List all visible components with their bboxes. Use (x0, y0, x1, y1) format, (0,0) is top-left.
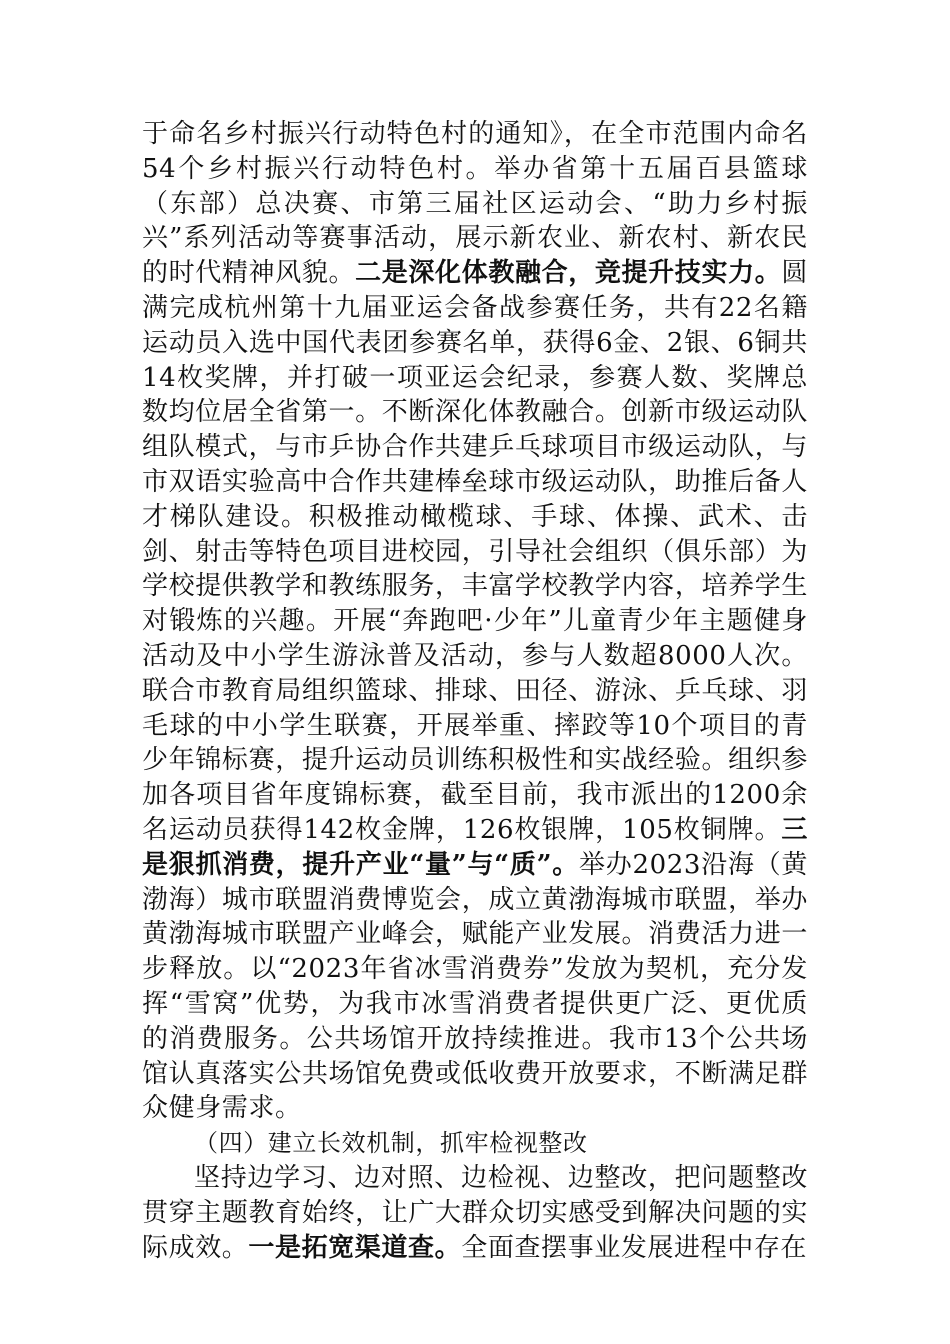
paragraph-text: 于命名乡村振兴行动特色村的通知》，在全市范围内命名54个乡村振兴行动特色村。举办省第十五届百县篮球（东部）总决赛、市第三届社区运动会、“助力乡村振兴”系列活动等赛事活动，展示新农业、新农村、新农民的时代精神风貌。 (142, 119, 808, 289)
bold-subheading: 一是拓宽渠道查。 (248, 1232, 462, 1263)
paragraph-text: 坚持边学习、边对照、边检视、边整改，把问题整改贯穿主题教育始终，让广大群众切实感受到解决问题的实际成效。 (142, 1162, 808, 1263)
body-paragraph (142, 117, 808, 1126)
bold-subheading: 三是狠抓消费，提升产业“量”与“质”。 (142, 814, 808, 880)
paragraph-text: 全面查摆事业发展进程中存在 (461, 1232, 808, 1263)
bold-subheading: 二是深化体教融合，竞提升技实力。 (355, 258, 782, 289)
body-paragraph (142, 1161, 808, 1265)
section-heading: （四）建立长效机制，抓牢检视整改 (194, 1129, 588, 1158)
paragraph-text: 圆满完成杭州第十九届亚运会备战参赛任务，共有22名籍运动员入选中国代表团参赛名单，获得6金、2银、6铜共14枚奖牌，并打破一项亚运会纪录，参赛人数、奖牌总数均位居全省第一。不断深化体教融合。创新市级运动队组队模式，与市乒协合作共建乒乓球项目市级运动队，与市双语实验高中合作共建棒垒球市级运动队，助推后备人才梯队建设。积极推动橄榄球、手球、体操、武术、击剑、射击等特色项目进校园，引导社会组织（俱乐部）为学校提供教学和教练服务，丰富学校教学内容，培养学生对锻炼的兴趣。开展“奔跑吧·少年”儿童青少年主题健身活动及中小学生游泳普及活动，参与人数超8000人次。联合市教育局组织篮球、排球、田径、游泳、乒乓球、羽毛球的中小学生联赛，开展举重、摔跤等10个项目的青少年锦标赛，提升运动员训练积极性和实战经验。组织参加各项目省年度锦标赛，截至目前，我市派出的1200余名运动员获得142枚金牌，126枚银牌，105枚铜牌。 (142, 258, 808, 845)
paragraph-text: 举办2023沿海（黄渤海）城市联盟消费博览会，成立黄渤海城市联盟，举办黄渤海城市联盟产业峰会，赋能产业发展。消费活力进一步释放。以“2023年省冰雪消费券”发放为契机，充分发挥“雪窝”优势，为我市冰雪消费者提供更广泛、更优质的消费服务。公共场馆开放持续推进。我市13个公共场馆认真落实公共场馆免费或低收费开放要求，不断满足群众健身需求。 (142, 849, 809, 1124)
